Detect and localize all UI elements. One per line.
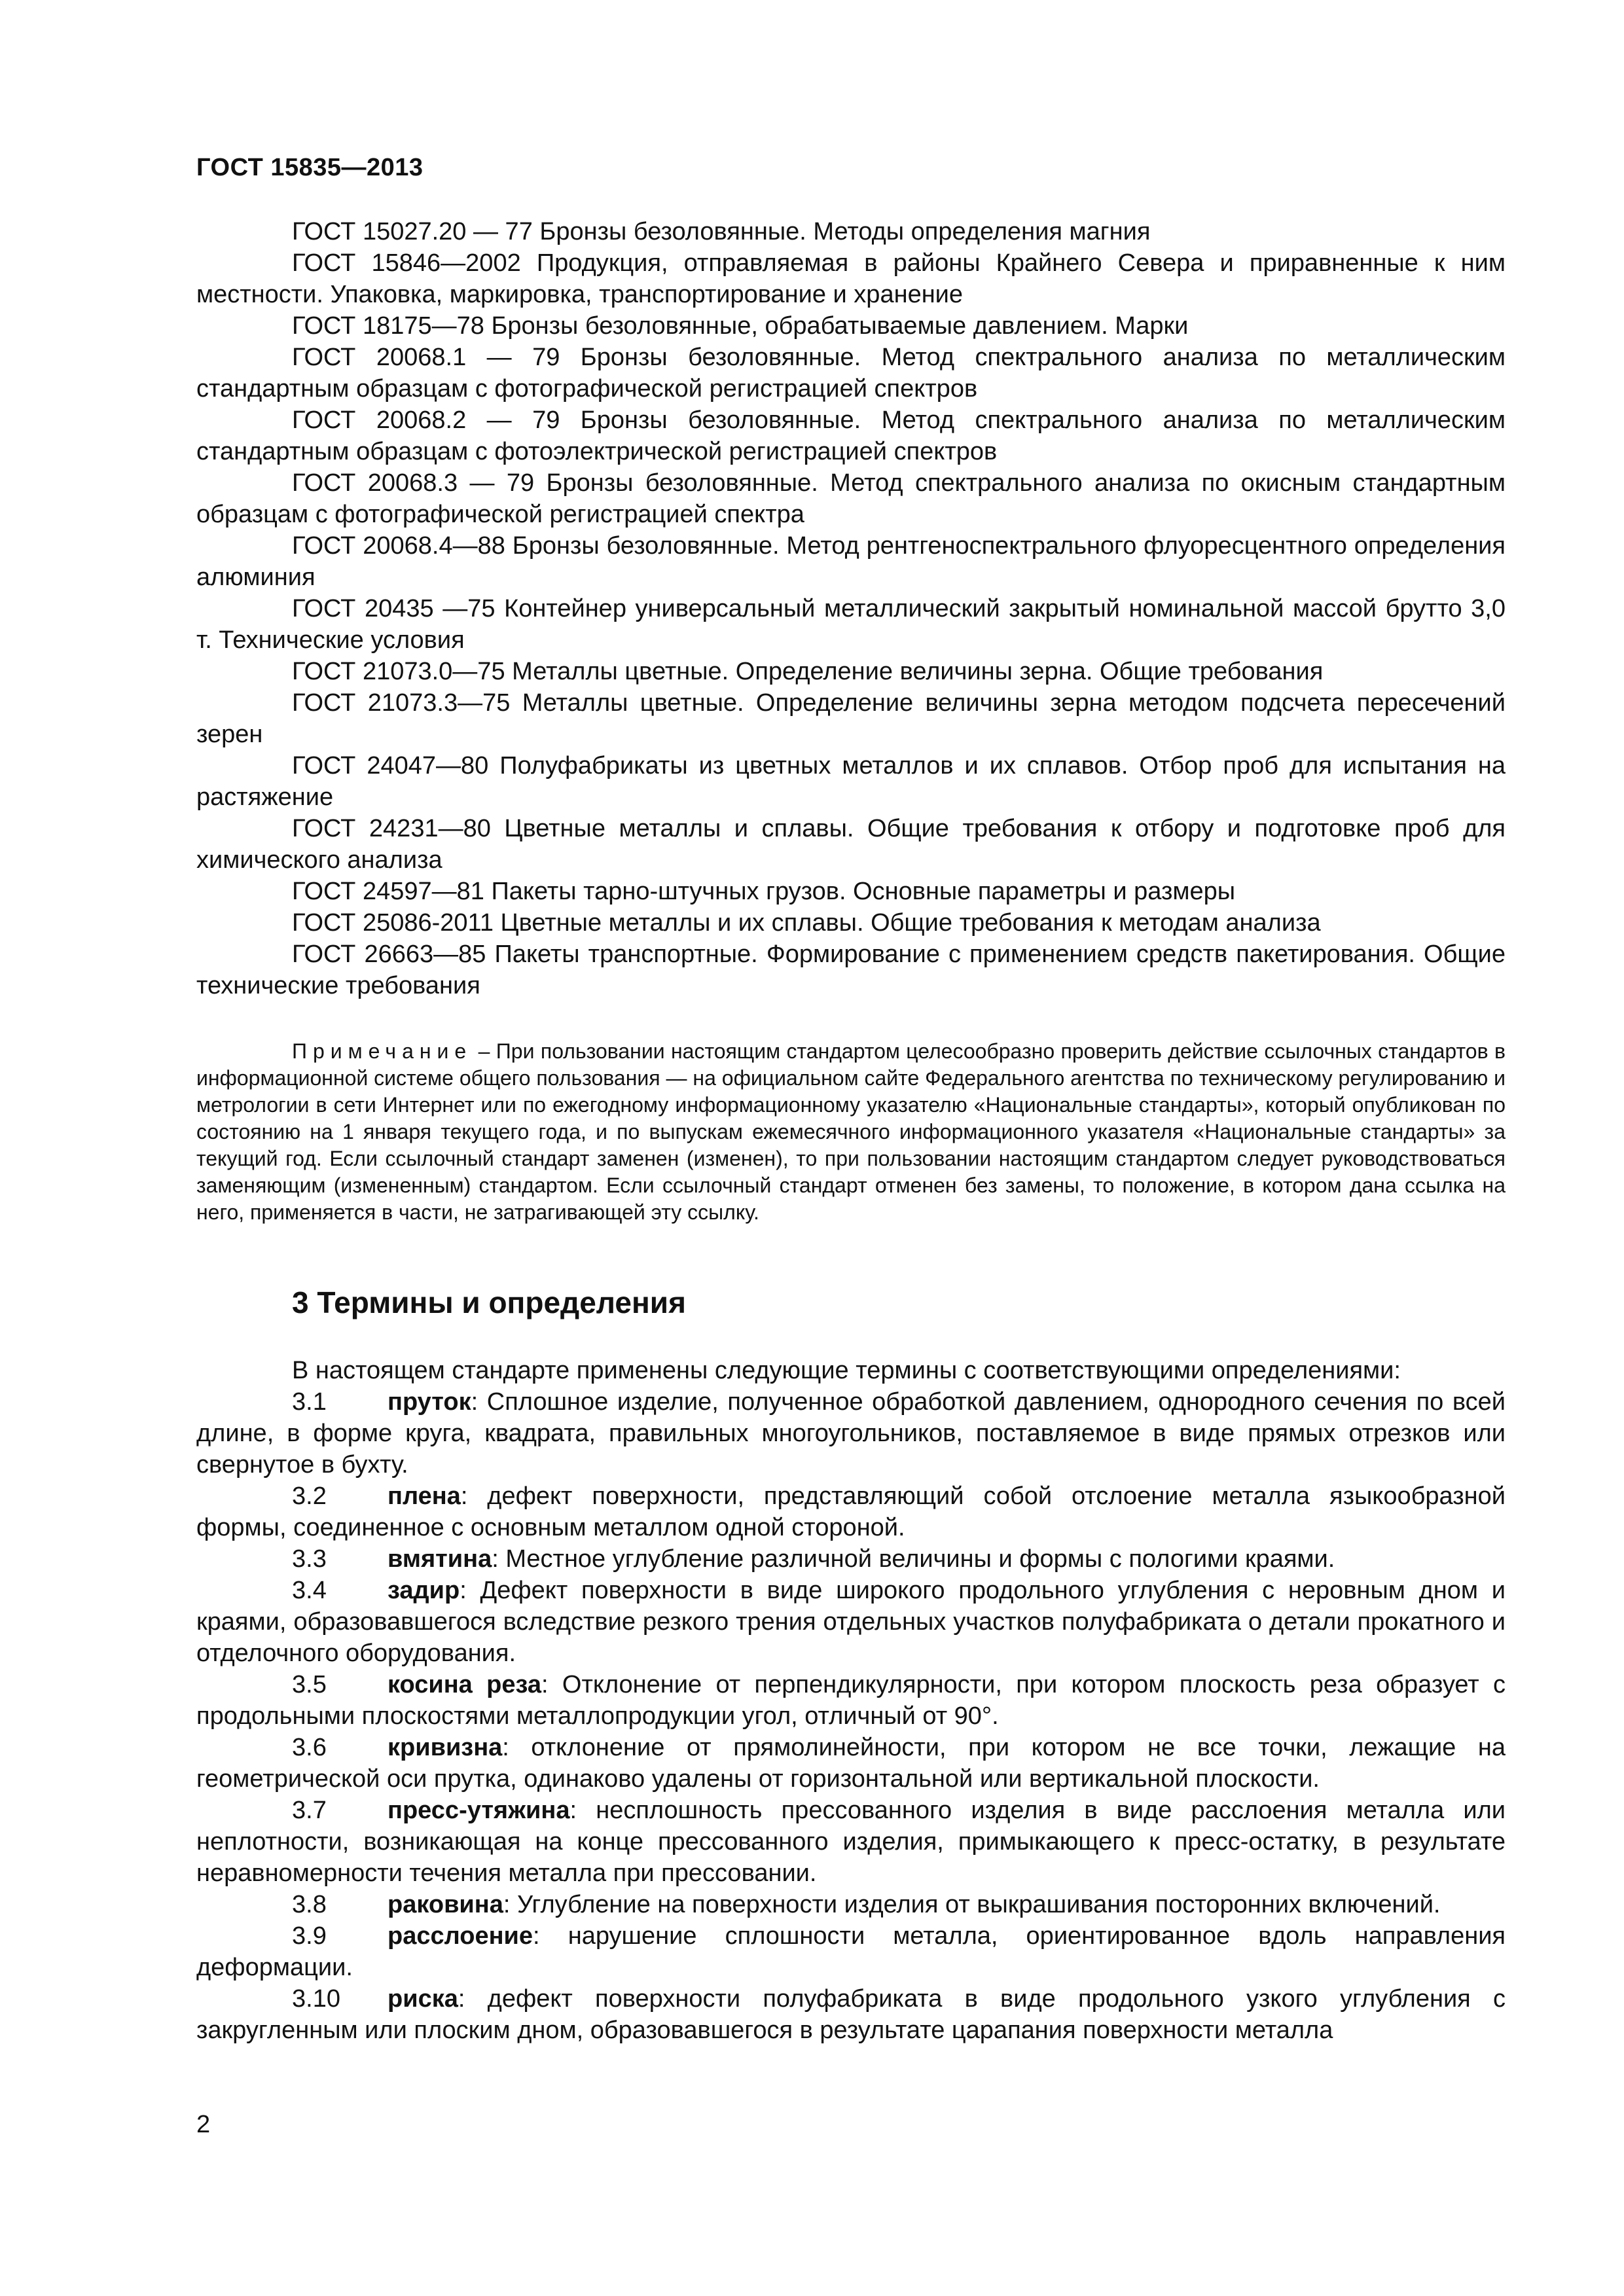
term-item (196, 1983, 1506, 2046)
page-number: 2 (196, 2111, 211, 2138)
term-item (196, 1889, 1506, 1920)
term-item (196, 1795, 1506, 1889)
term-item (196, 1575, 1506, 1669)
term-definition: : отклонение от прямолинейности, при котором не все точки, лежащие на геометрической оси прутка, одинаково удалены от горизонтальной или вертикальной плоскости. (196, 1734, 1506, 1793)
term-item (196, 1480, 1506, 1543)
term-item (196, 1920, 1506, 1983)
term-number: 3.8 (292, 1891, 327, 1918)
note-label: Примечание (292, 1039, 473, 1063)
reference-item: ГОСТ 24597—81 Пакеты тарно-штучных грузов. Основные параметры и размеры (292, 878, 1236, 905)
term-item (196, 1386, 1506, 1480)
term-item (196, 1543, 1506, 1575)
document-page (196, 0, 1506, 2296)
section-title: 3 Термины и определения (292, 1285, 686, 1319)
term-definition: : Дефект поверхности в виде широкого продольного углубления с неровным дном и краями, образовавшегося вследствие резкого трения отдельных участков полуфабриката о детали прокатного и отделочного оборудования. (196, 1577, 1506, 1667)
term-name: косина реза (388, 1671, 542, 1698)
section-intro: В настоящем стандарте применены следующие термины с соответствующими определениями: (292, 1357, 1401, 1384)
reference-item: ГОСТ 15027.20 — 77 Бронзы безоловянные. Методы определения магния (292, 218, 1151, 245)
term-definition: : нарушение сплошности металла, ориентированное вдоль направления деформации. (196, 1922, 1506, 1981)
reference-item: ГОСТ 25086-2011 Цветные металлы и их сплавы. Общие требования к методам анализа (292, 909, 1321, 937)
term-number: 3.6 (292, 1734, 327, 1761)
term-name: пресс-утяжина (388, 1797, 570, 1824)
term-number: 3.5 (292, 1671, 327, 1698)
term-number: 3.10 (292, 1985, 340, 2013)
document-header: ГОСТ 15835—2013 (196, 154, 424, 181)
term-definition: : Отклонение от перпендикулярности, при котором плоскость реза образует с продольными плоскостями металлопродукции угол, отличный от 90°. (196, 1671, 1506, 1730)
reference-item: ГОСТ 20068.3 — 79 Бронзы безоловянные. Метод спектрального анализа по окисным стандартным образцам с фотографической регистрацией спектра (196, 469, 1506, 528)
term-definition: : дефект поверхности, представляющий собой отслоение металла языкообразной формы, соединенное с основным металлом одной стороной. (196, 1482, 1506, 1541)
reference-item: ГОСТ 20068.1 — 79 Бронзы безоловянные. Метод спектрального анализа по металлическим стандартным образцам с фотографической регистрацией спектров (196, 344, 1506, 403)
note-block (196, 1038, 1506, 1226)
term-definition: : Местное углубление различной величины и формы с пологими краями. (492, 1545, 1335, 1573)
term-item (196, 1732, 1506, 1795)
term-definition: : дефект поверхности полуфабриката в виде продольного узкого углубления с закругленным или плоским дном, образовавшегося в результате царапания поверхности металла (196, 1985, 1506, 2044)
reference-item: ГОСТ 24047—80 Полуфабрикаты из цветных металлов и их сплавов. Отбор проб для испытания на растяжение (196, 752, 1506, 811)
term-definition: : Сплошное изделие, полученное обработкой давлением, однородного сечения по всей длине, в форме круга, квадрата, правильных многоугольников, поставляемое в виде прямых отрезков или свернутое в бухту. (196, 1388, 1506, 1479)
term-name: пруток (388, 1388, 471, 1416)
note-paragraph (196, 1038, 1506, 1226)
term-name: вмятина (388, 1545, 492, 1573)
term-number: 3.3 (292, 1545, 327, 1573)
term-name: риска (388, 1985, 458, 2013)
reference-item: ГОСТ 15846—2002 Продукция, отправляемая в районы Крайнего Севера и приравненные к ним местности. Упаковка, маркировка, транспортирование и хранение (196, 249, 1506, 308)
reference-item: ГОСТ 21073.3—75 Металлы цветные. Определение величины зерна методом подсчета пересечений зерен (196, 689, 1506, 748)
normative-references (196, 216, 1506, 1001)
reference-item: ГОСТ 20068.4—88 Бронзы безоловянные. Метод рентгеноспектрального флуоресцентного определения алюминия (196, 532, 1506, 591)
term-number: 3.7 (292, 1797, 327, 1824)
reference-item: ГОСТ 24231—80 Цветные металлы и сплавы. Общие требования к отбору и подготовке проб для химического анализа (196, 815, 1506, 874)
term-number: 3.1 (292, 1388, 327, 1416)
term-name: раковина (388, 1891, 503, 1918)
term-definition: : Углубление на поверхности изделия от выкрашивания посторонних включений. (503, 1891, 1441, 1918)
term-definition: : несплошность прессованного изделия в виде расслоения металла или неплотности, возникающая на конце прессованного изделия, примыкающего к пресс-остатку, в результате неравномерности течения металла при прессовании. (196, 1797, 1506, 1887)
term-name: кривизна (388, 1734, 503, 1761)
term-name: плена (388, 1482, 461, 1510)
note-text: – При пользовании настоящим стандартом целесообразно проверить действие ссылочных стандартов в информационной системе общего пользования — на официальном сайте Федерального агентства по техническому регулированию и метрологии в сети Интернет или по ежегодному информационному указателю «Национальные стандарты», который опубликован по состоянию на 1 января текущего года, и по выпускам ежемесячного информационного указателя «Национальные стандарты» за текущий год. Если ссылочный стандарт заменен (изменен), то при пользовании настоящим стандартом следует руководствоваться заменяющим (измененным) стандартом. Если ссылочный стандарт отменен без замены, то положение, в котором дана ссылка на него, применяется в части, не затрагивающей эту ссылку. (196, 1039, 1506, 1224)
reference-item: ГОСТ 20068.2 — 79 Бронзы безоловянные. Метод спектрального анализа по металлическим стандартным образцам с фотоэлектрической регистрацией спектров (196, 406, 1506, 465)
reference-item: ГОСТ 18175—78 Бронзы безоловянные, обрабатываемые давлением. Марки (292, 312, 1189, 340)
term-number: 3.4 (292, 1577, 327, 1604)
reference-item: ГОСТ 20435 —75 Контейнер универсальный металлический закрытый номинальной массой брутто 3,0 т. Технические условия (196, 595, 1506, 654)
term-number: 3.2 (292, 1482, 327, 1510)
term-name: задир (388, 1577, 460, 1604)
term-item (196, 1669, 1506, 1732)
reference-item: ГОСТ 26663—85 Пакеты транспортные. Формирование с применением средств пакетирования. Общие технические требования (196, 941, 1506, 999)
term-number: 3.9 (292, 1922, 327, 1950)
reference-item: ГОСТ 21073.0—75 Металлы цветные. Определение величины зерна. Общие требования (292, 658, 1324, 685)
term-name: расслоение (388, 1922, 533, 1950)
terms-list (196, 1355, 1506, 2046)
